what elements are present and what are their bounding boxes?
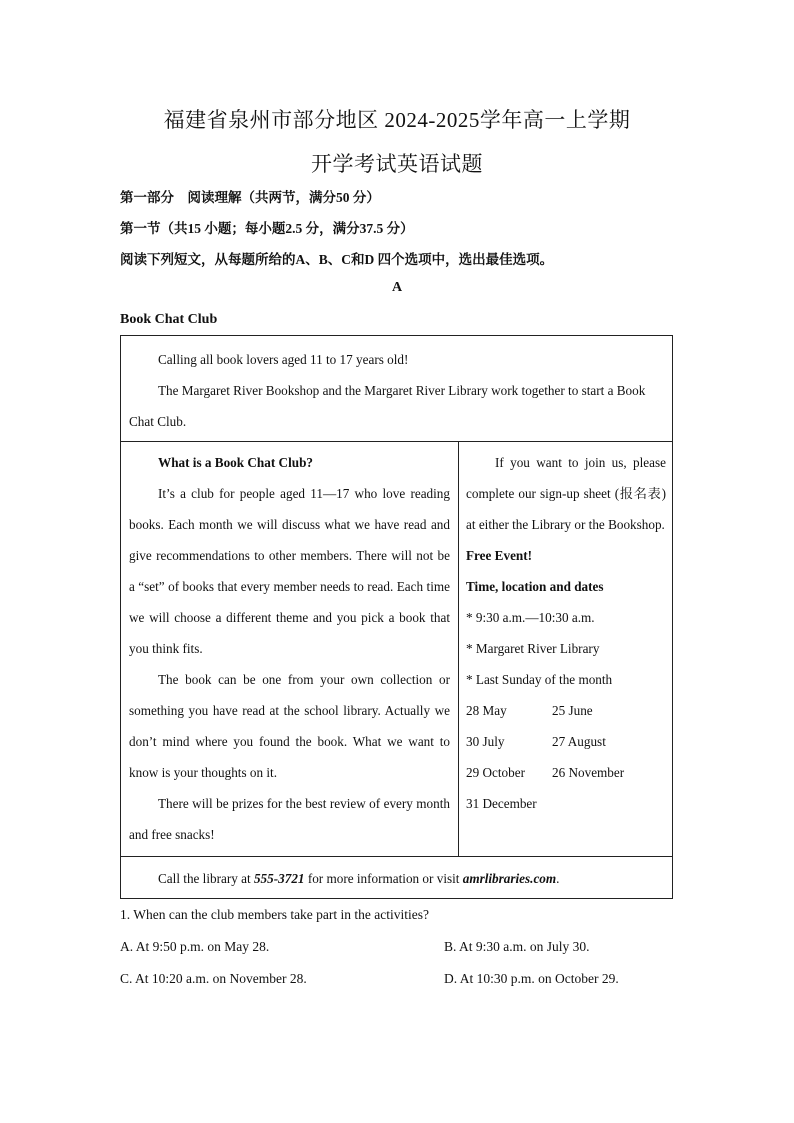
- part-heading: 第一部分 阅读理解（共两节，满分50 分）: [120, 190, 380, 205]
- intro-line: Calling all book lovers aged 11 to 17 years old!: [158, 352, 409, 367]
- event-frequency: * Last Sunday of the month: [466, 672, 613, 687]
- date-row: [466, 695, 666, 726]
- event-location: * Margaret River Library: [466, 641, 600, 656]
- passage-heading: Book Chat Club: [120, 312, 218, 327]
- left-paragraph: It’s a club for people aged 11—17 who love reading books. Each month we will discuss what we have read and give recommendations to other members. There will not be a “set” of books that every member needs to read. Each time we will choose a different theme and you pick a book that you think fits.: [129, 486, 450, 656]
- option-a: A. At 9:50 p.m. on May 28.: [120, 939, 270, 954]
- date: 25 June: [552, 703, 593, 718]
- date-row: [466, 726, 666, 757]
- divider: [121, 856, 672, 857]
- join-text: If you want to join us, please complete our sign-up sheet (报名表) at either the Library or the Bookshop.: [466, 455, 666, 532]
- event-time: * 9:30 a.m.—10:30 a.m.: [466, 610, 595, 625]
- option-d: D. At 10:30 p.m. on October 29.: [444, 971, 619, 986]
- time-location-heading: Time, location and dates: [466, 579, 604, 594]
- option-c: C. At 10:20 a.m. on November 28.: [120, 971, 307, 986]
- column-heading: What is a Book Chat Club?: [158, 455, 313, 470]
- passage-label: A: [391, 280, 403, 295]
- intro-line: The Margaret River Bookshop and the Margaret River Library work together to start a Book Chat Club.: [129, 383, 646, 429]
- left-column: [129, 447, 450, 850]
- notice-intro: [129, 344, 666, 437]
- date: 29 October: [466, 765, 525, 780]
- footer-text: [129, 863, 666, 894]
- notice-footer: [129, 863, 666, 894]
- website-link[interactable]: amrlibraries.com: [462, 871, 557, 886]
- date-row: [466, 788, 666, 819]
- date: 27 August: [552, 734, 606, 749]
- divider: [121, 441, 672, 442]
- question-stem: 1. When can the club members take part in the activities?: [120, 907, 430, 922]
- left-paragraph: There will be prizes for the best review of every month and free snacks!: [129, 796, 450, 842]
- right-column: [466, 447, 666, 819]
- option-b: B. At 9:30 a.m. on July 30.: [444, 939, 590, 954]
- date: 31 December: [466, 796, 537, 811]
- exam-title-line1: 福建省泉州市部分地区 2024-2025学年高一上学期: [163, 108, 631, 132]
- left-paragraph: The book can be one from your own collection or something you have read at the school library. Actually we don’t mind where you found the book. What we want to know is your thoughts on it.: [129, 672, 450, 780]
- date: 28 May: [466, 703, 507, 718]
- section-heading: 第一节（共15 小题；每小题2.5 分，满分37.5 分）: [120, 221, 414, 236]
- notice-box: [120, 335, 673, 899]
- exam-title-line2: 开学考试英语试题: [311, 152, 483, 176]
- date: 26 November: [552, 765, 625, 780]
- column-divider: [458, 441, 459, 856]
- free-event: Free Event!: [466, 548, 533, 563]
- date-row: [466, 757, 666, 788]
- footer-prefix: Call the library at: [158, 871, 254, 886]
- phone-number: 555-3721: [253, 871, 305, 886]
- footer-suffix: .: [556, 871, 560, 886]
- date: 30 July: [466, 734, 505, 749]
- footer-middle: for more information or visit: [304, 871, 463, 886]
- directions: 阅读下列短文，从每题所给的A、B、C和D 四个选项中，选出最佳选项。: [120, 252, 554, 267]
